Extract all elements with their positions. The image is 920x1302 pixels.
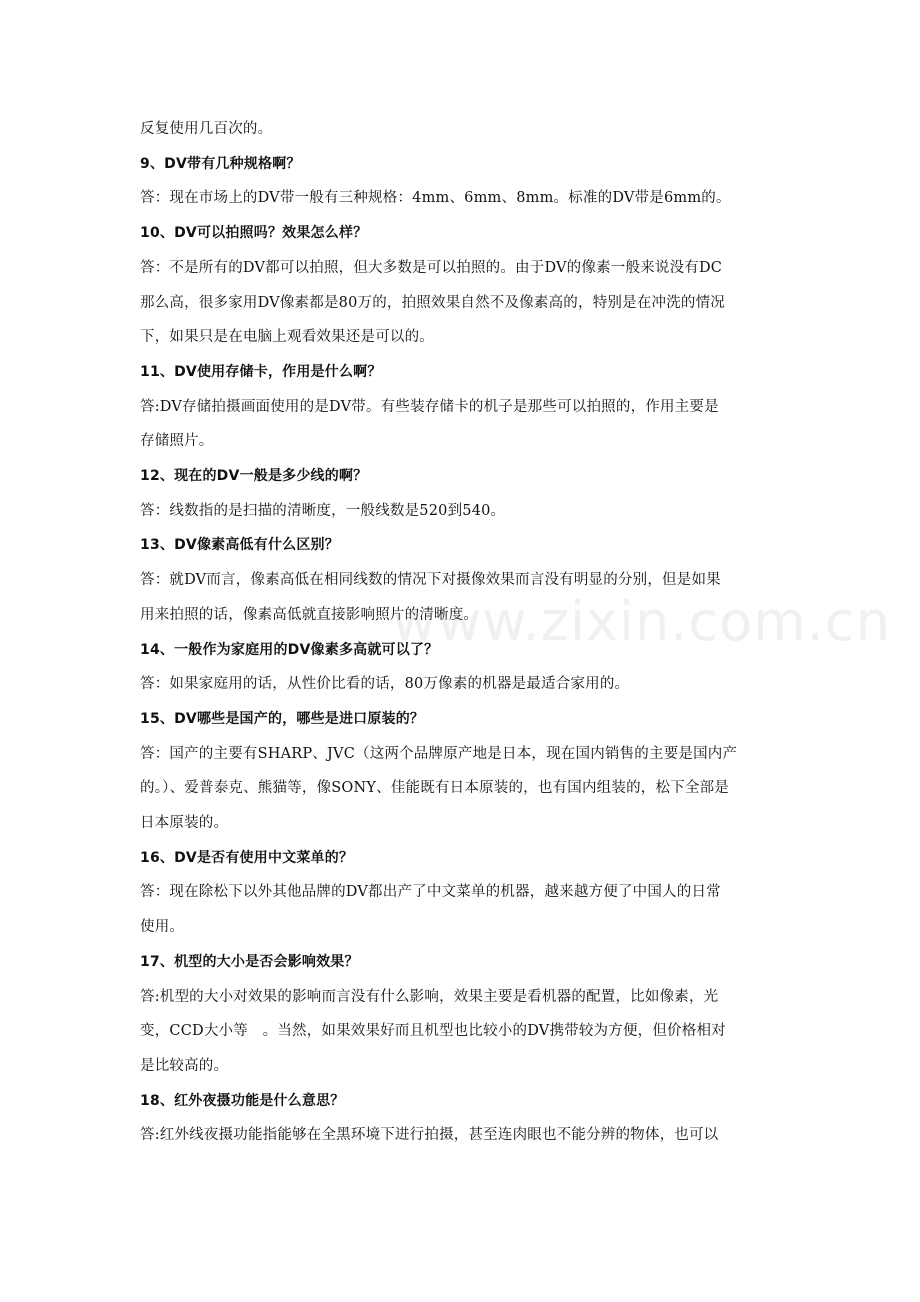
question-heading: 18、红外夜摄功能是什么意思？ bbox=[140, 1092, 345, 1109]
answer-line: 存储照片。 bbox=[140, 433, 214, 450]
answer-line: 答：现在除松下以外其他品牌的DV都出产了中文菜单的机器，越来越方便了中国人的日常 bbox=[140, 884, 721, 901]
text-line: 反复使用几百次的。 bbox=[140, 121, 273, 137]
question-heading: 17、机型的大小是否会影响效果？ bbox=[140, 953, 359, 970]
question-heading: 11、DV使用存储卡，作用是什么啊？ bbox=[140, 363, 382, 380]
answer-line: 答：线数指的是扫描的清晰度，一般线数是520到540。 bbox=[140, 502, 506, 519]
question-heading: 14、一般作为家庭用的DV像素多高就可以了？ bbox=[140, 641, 439, 658]
watermark: www.zixin.com.cn bbox=[392, 590, 891, 653]
answer-line: 使用。 bbox=[140, 919, 185, 936]
question-heading: 9、DV带有几种规格啊？ bbox=[140, 155, 301, 172]
answer-line: 答：如果家庭用的话，从性价比看的话，80万像素的机器是最适合家用的。 bbox=[140, 676, 630, 693]
answer-line: 是比较高的。 bbox=[140, 1057, 229, 1074]
question-heading: 12、现在的DV一般是多少线的啊？ bbox=[140, 468, 368, 485]
answer-line: 答:红外线夜摄功能指能够在全黑环境下进行拍摄，甚至连肉眼也不能分辨的物体，也可以 bbox=[140, 1127, 719, 1144]
question-heading: 15、DV哪些是国产的，哪些是进口原装的？ bbox=[140, 710, 425, 727]
answer-line: 答：不是所有的DV都可以拍照，但大多数是可以拍照的。由于DV的像素一般来说没有DC bbox=[140, 259, 723, 276]
answer-line: 答：就DV而言，像素高低在相同线数的情况下对摄像效果而言没有明显的分别，但是如果 bbox=[140, 572, 721, 589]
answer-line: 答：国产的主要有SHARP、JVC（这两个品牌原产地是日本，现在国内销售的主要是国内产 bbox=[140, 745, 738, 762]
question-heading: 16、DV是否有使用中文菜单的？ bbox=[140, 849, 354, 866]
answer-line: 用来拍照的话，像素高低就直接影响照片的清晰度。 bbox=[140, 606, 479, 623]
answer-line: 变，CCD大小等 。当然，如果效果好而且机型也比较小的DV携带较为方便，但价格相对 bbox=[140, 1023, 726, 1040]
answer-line: 那么高，很多家用DV像素都是80万的，拍照效果自然不及像素高的，特别是在冲洗的情况 bbox=[140, 294, 725, 311]
answer-line: 日本原装的。 bbox=[140, 815, 229, 832]
question-heading: 13、DV像素高低有什么区别？ bbox=[140, 537, 339, 554]
answer-line: 下，如果只是在电脑上观看效果还是可以的。 bbox=[140, 329, 434, 346]
question-heading: 10、DV可以拍照吗？效果怎么样？ bbox=[140, 225, 368, 242]
answer-line: 答：现在市场上的DV带一般有三种规格：4mm、6mm、8mm。标准的DV带是6mm的。 bbox=[140, 190, 731, 207]
answer-line: 答:DV存储拍摄画面使用的是DV带。有些装存储卡的机子是那些可以拍照的，作用主要是 bbox=[140, 398, 719, 415]
answer-line: 的。）、爱普泰克、熊猫等，像SONY、佳能既有日本原装的，也有国内组装的，松下全部是 bbox=[140, 780, 729, 797]
answer-line: 答:机型的大小对效果的影响而言没有什么影响，效果主要是看机器的配置，比如像素，光 bbox=[140, 988, 719, 1005]
document-body bbox=[140, 112, 785, 1153]
